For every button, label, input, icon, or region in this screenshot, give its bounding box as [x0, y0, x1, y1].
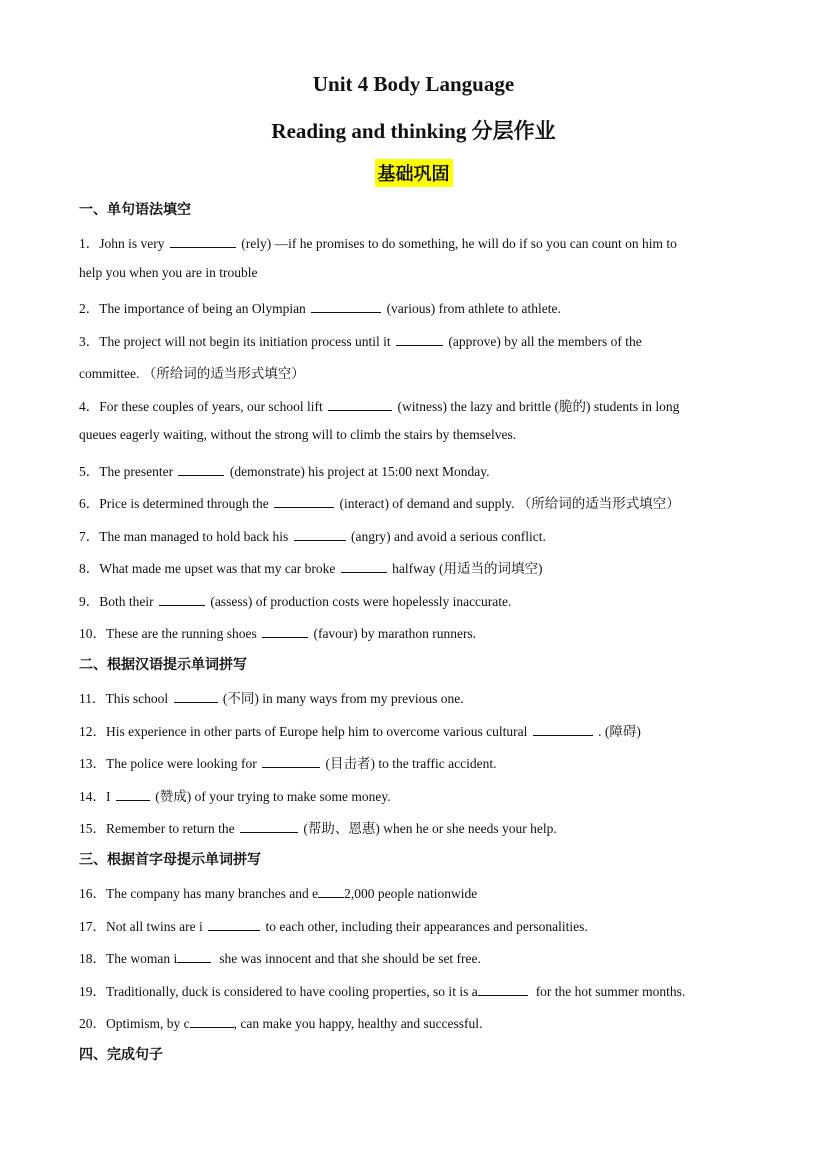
question-1-continued: help you when you are in trouble — [79, 265, 258, 280]
answer-blank[interactable] — [170, 233, 236, 248]
question-4: 4．For these couples of years, our school lift (witness) the lazy and brittle (脆的) students in long — [79, 395, 679, 415]
question-4-continued: queues eagerly waiting, without the strong will to climb the stairs by themselves. — [79, 427, 517, 442]
answer-blank[interactable] — [341, 558, 387, 573]
section-heading: 三、根据首字母提示单词拼写 — [79, 852, 261, 868]
answer-blank[interactable] — [533, 721, 593, 736]
answer-blank[interactable] — [262, 753, 320, 768]
answer-blank[interactable] — [208, 916, 260, 931]
answer-blank[interactable] — [262, 623, 308, 638]
question-3-continued: committee. （所给词的适当形式填空） — [79, 366, 305, 381]
question-3: 3．The project will not begin its initiation process until it (approve) by all the members of the — [79, 330, 642, 350]
question-15: 15．Remember to return the (帮助、恩惠) when he or she needs your help. — [79, 817, 557, 837]
answer-blank[interactable] — [177, 948, 211, 963]
section-heading: 一、单句语法填空 — [79, 202, 191, 218]
answer-blank[interactable] — [396, 331, 443, 346]
level-badge: 基础巩固 — [375, 159, 453, 187]
question-1: 1．John is very (rely) —if he promises to do something, he will do if so you can count on him to — [79, 232, 677, 252]
page-title: Unit 4 Body Language — [312, 72, 515, 96]
answer-blank[interactable] — [240, 818, 298, 833]
question-11: 11．This school (不同) in many ways from my previous one. — [79, 687, 464, 707]
answer-blank[interactable] — [116, 786, 150, 801]
question-8: 8．What made me upset was that my car broke halfway (用适当的词填空) — [79, 557, 543, 577]
question-14: 14．I (赞成) of your trying to make some money. — [79, 785, 391, 805]
question-5: 5．The presenter (demonstrate) his project at 15:00 next Monday. — [79, 460, 490, 480]
section-heading: 四、完成句子 — [79, 1047, 163, 1063]
answer-blank[interactable] — [478, 981, 528, 996]
question-9: 9．Both their (assess) of production costs were hopelessly inaccurate. — [79, 590, 511, 610]
level-badge-row — [0, 159, 827, 187]
answer-blank[interactable] — [174, 688, 218, 703]
question-18: 18．The woman i she was innocent and that she should be set free. — [79, 947, 481, 967]
question-6: 6．Price is determined through the (interact) of demand and supply. （所给词的适当形式填空） — [79, 492, 680, 512]
answer-blank[interactable] — [318, 883, 344, 898]
question-2: 2．The importance of being an Olympian (various) from athlete to athlete. — [79, 297, 561, 317]
question-13: 13．The police were looking for (目击者) to the traffic accident. — [79, 752, 497, 772]
answer-blank[interactable] — [294, 526, 346, 541]
section-heading: 二、根据汉语提示单词拼写 — [79, 657, 247, 673]
question-19: 19．Traditionally, duck is considered to have cooling properties, so it is a for the hot summer months. — [79, 980, 685, 1000]
answer-blank[interactable] — [311, 298, 381, 313]
question-10: 10．These are the running shoes (favour) by marathon runners. — [79, 622, 476, 642]
question-20: 20．Optimism, by c , can make you happy, healthy and successful. — [79, 1012, 482, 1032]
page-subtitle: Reading and thinking 分层作业 — [271, 119, 556, 143]
question-7: 7．The man managed to hold back his (angry) and avoid a serious conflict. — [79, 525, 546, 545]
answer-blank[interactable] — [190, 1013, 234, 1028]
answer-blank[interactable] — [328, 396, 392, 411]
answer-blank[interactable] — [159, 591, 205, 606]
answer-blank[interactable] — [274, 493, 334, 508]
answer-blank[interactable] — [178, 461, 224, 476]
question-12: 12．His experience in other parts of Europe help him to overcome various cultural . (障碍) — [79, 720, 641, 740]
question-16: 16．The company has many branches and e 2,000 people nationwide — [79, 882, 477, 902]
question-17: 17．Not all twins are i to each other, including their appearances and personalities. — [79, 915, 588, 935]
